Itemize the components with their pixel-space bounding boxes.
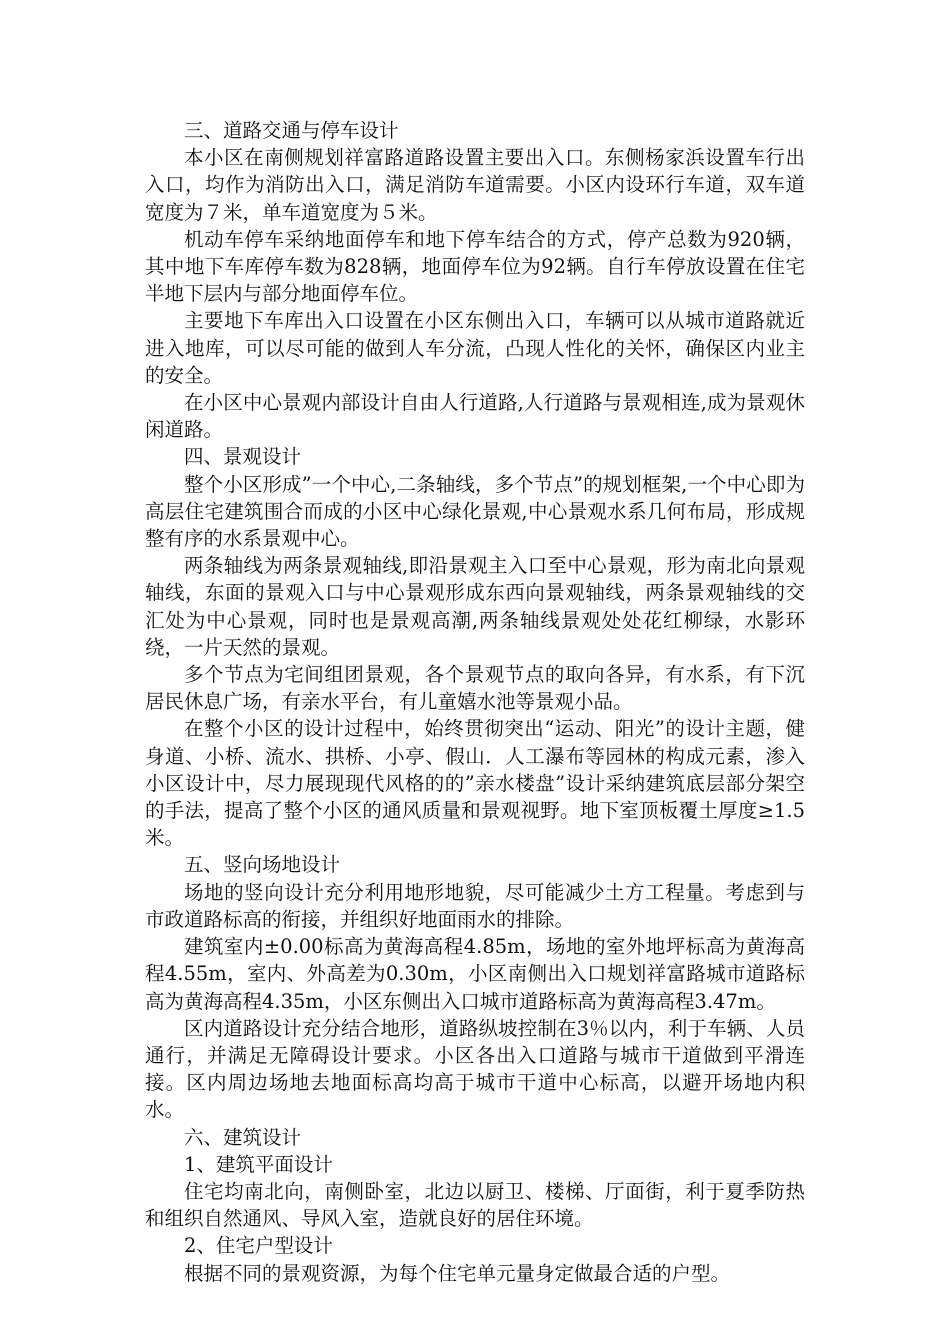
paragraph-axes: 两条轴线为两条景观轴线,即沿景观主入口至中心景观，形为南北向景观轴线，东面的景观入口与中心景观形成东西向景观轴线，两条景观轴线的交汇处为中心景观，同时也是景观高潮,两条轴线景观处处花红柳绿，水影环绕，一片天然的景观。	[145, 554, 805, 659]
paragraph-garage-entrance: 主要地下车库出入口设置在小区东侧出入口，车辆可以从城市道路就近进入地库，可以尽可能的做到人车分流，凸现人性化的关怀，确保区内业主的安全。	[145, 309, 805, 387]
subheading-floor-plan: 1、建筑平面设计	[184, 1152, 333, 1176]
paragraph-pedestrian-road: 在小区中心景观内部设计自由人行道路,人行道路与景观相连,成为景观休闲道路。	[145, 391, 805, 442]
paragraph-design-theme: 在整个小区的设计过程中，始终贯彻突出“运动、阳光”的设计主题，健身道、小桥、流水、拱桥、小亭、假山．人工瀑布等园林的构成元素，渗入小区设计中，尽力展现现代风格的的”亲水楼盘”设计采纳建筑底层部分架空的手法，提高了整个小区的通风质量和景观视野。地下室顶板覆土厚度≥1.5米。	[145, 717, 805, 850]
paragraph-road-slope: 区内道路设计充分结合地形，道路纵坡控制在3％以内，利于车辆、人员通行，并满足无障碍设计要求。小区各出入口道路与城市干道做到平滑连接。区内周边场地去地面标高均高于城市干道中心标高，以避开场地内积水。	[145, 1016, 805, 1122]
section-heading-site-vertical: 五、竖向场地设计	[184, 853, 341, 877]
document-body	[145, 117, 805, 1287]
section-heading-architecture: 六、建筑设计	[184, 1125, 302, 1149]
paragraph-framework: 整个小区形成”一个中心,二条轴线，多个节点”的规划框架,一个中心即为高层住宅建筑围合而成的小区中心绿化景观,中心景观水系几何布局，形成规整有序的水系景观中心。	[145, 472, 805, 551]
paragraph-entrances: 本小区在南侧规划祥富路道路设置主要出入口。东侧杨家浜设置车行出入口，均作为消防出入口，满足消防车道需要。小区内设环行车道，双车道宽度为７米，单车道宽度为５米。	[145, 146, 805, 224]
paragraph-orientation: 住宅均南北向，南侧卧室，北边以厨卫、楼梯、厅面街，利于夏季防热和组织自然通风、导风入室，造就良好的居住环境。	[145, 1179, 805, 1231]
paragraph-unit-layout: 根据不同的景观资源，为每个住宅单元量身定做最合适的户型。	[184, 1261, 731, 1285]
paragraph-nodes: 多个节点为宅间组团景观，各个景观节点的取向各异，有水系，有下沉居民休息广场，有亲水平台，有儿童嬉水池等景观小品。	[145, 663, 805, 714]
section-heading-traffic: 三、道路交通与停车设计	[184, 119, 399, 142]
paragraph-parking: 机动车停车采纳地面停车和地下停车结合的方式，停产总数为920辆，其中地下车库停车数为828辆，地面停车位为92辆。自行车停放设置在住宅半地下层内与部分地面停车位。	[145, 227, 805, 306]
paragraph-terrain: 场地的竖向设计充分利用地形地貌，尽可能减少土方工程量。考虑到与市政道路标高的衔接，并组织好地面雨水的排除。	[145, 880, 805, 931]
paragraph-elevation: 建筑室内±0.00标高为黄海高程4.85m，场地的室外地坪标高为黄海高程4.55m，室内、外高差为0.30m，小区南侧出入口规划祥富路城市道路标高为黄海高程4.35m，小区东侧出入口城市道路标高为黄海高程3.47m。	[145, 935, 805, 1013]
section-heading-landscape: 四、景观设计	[184, 445, 302, 469]
subheading-unit-layout: 2、住宅户型设计	[184, 1234, 333, 1258]
